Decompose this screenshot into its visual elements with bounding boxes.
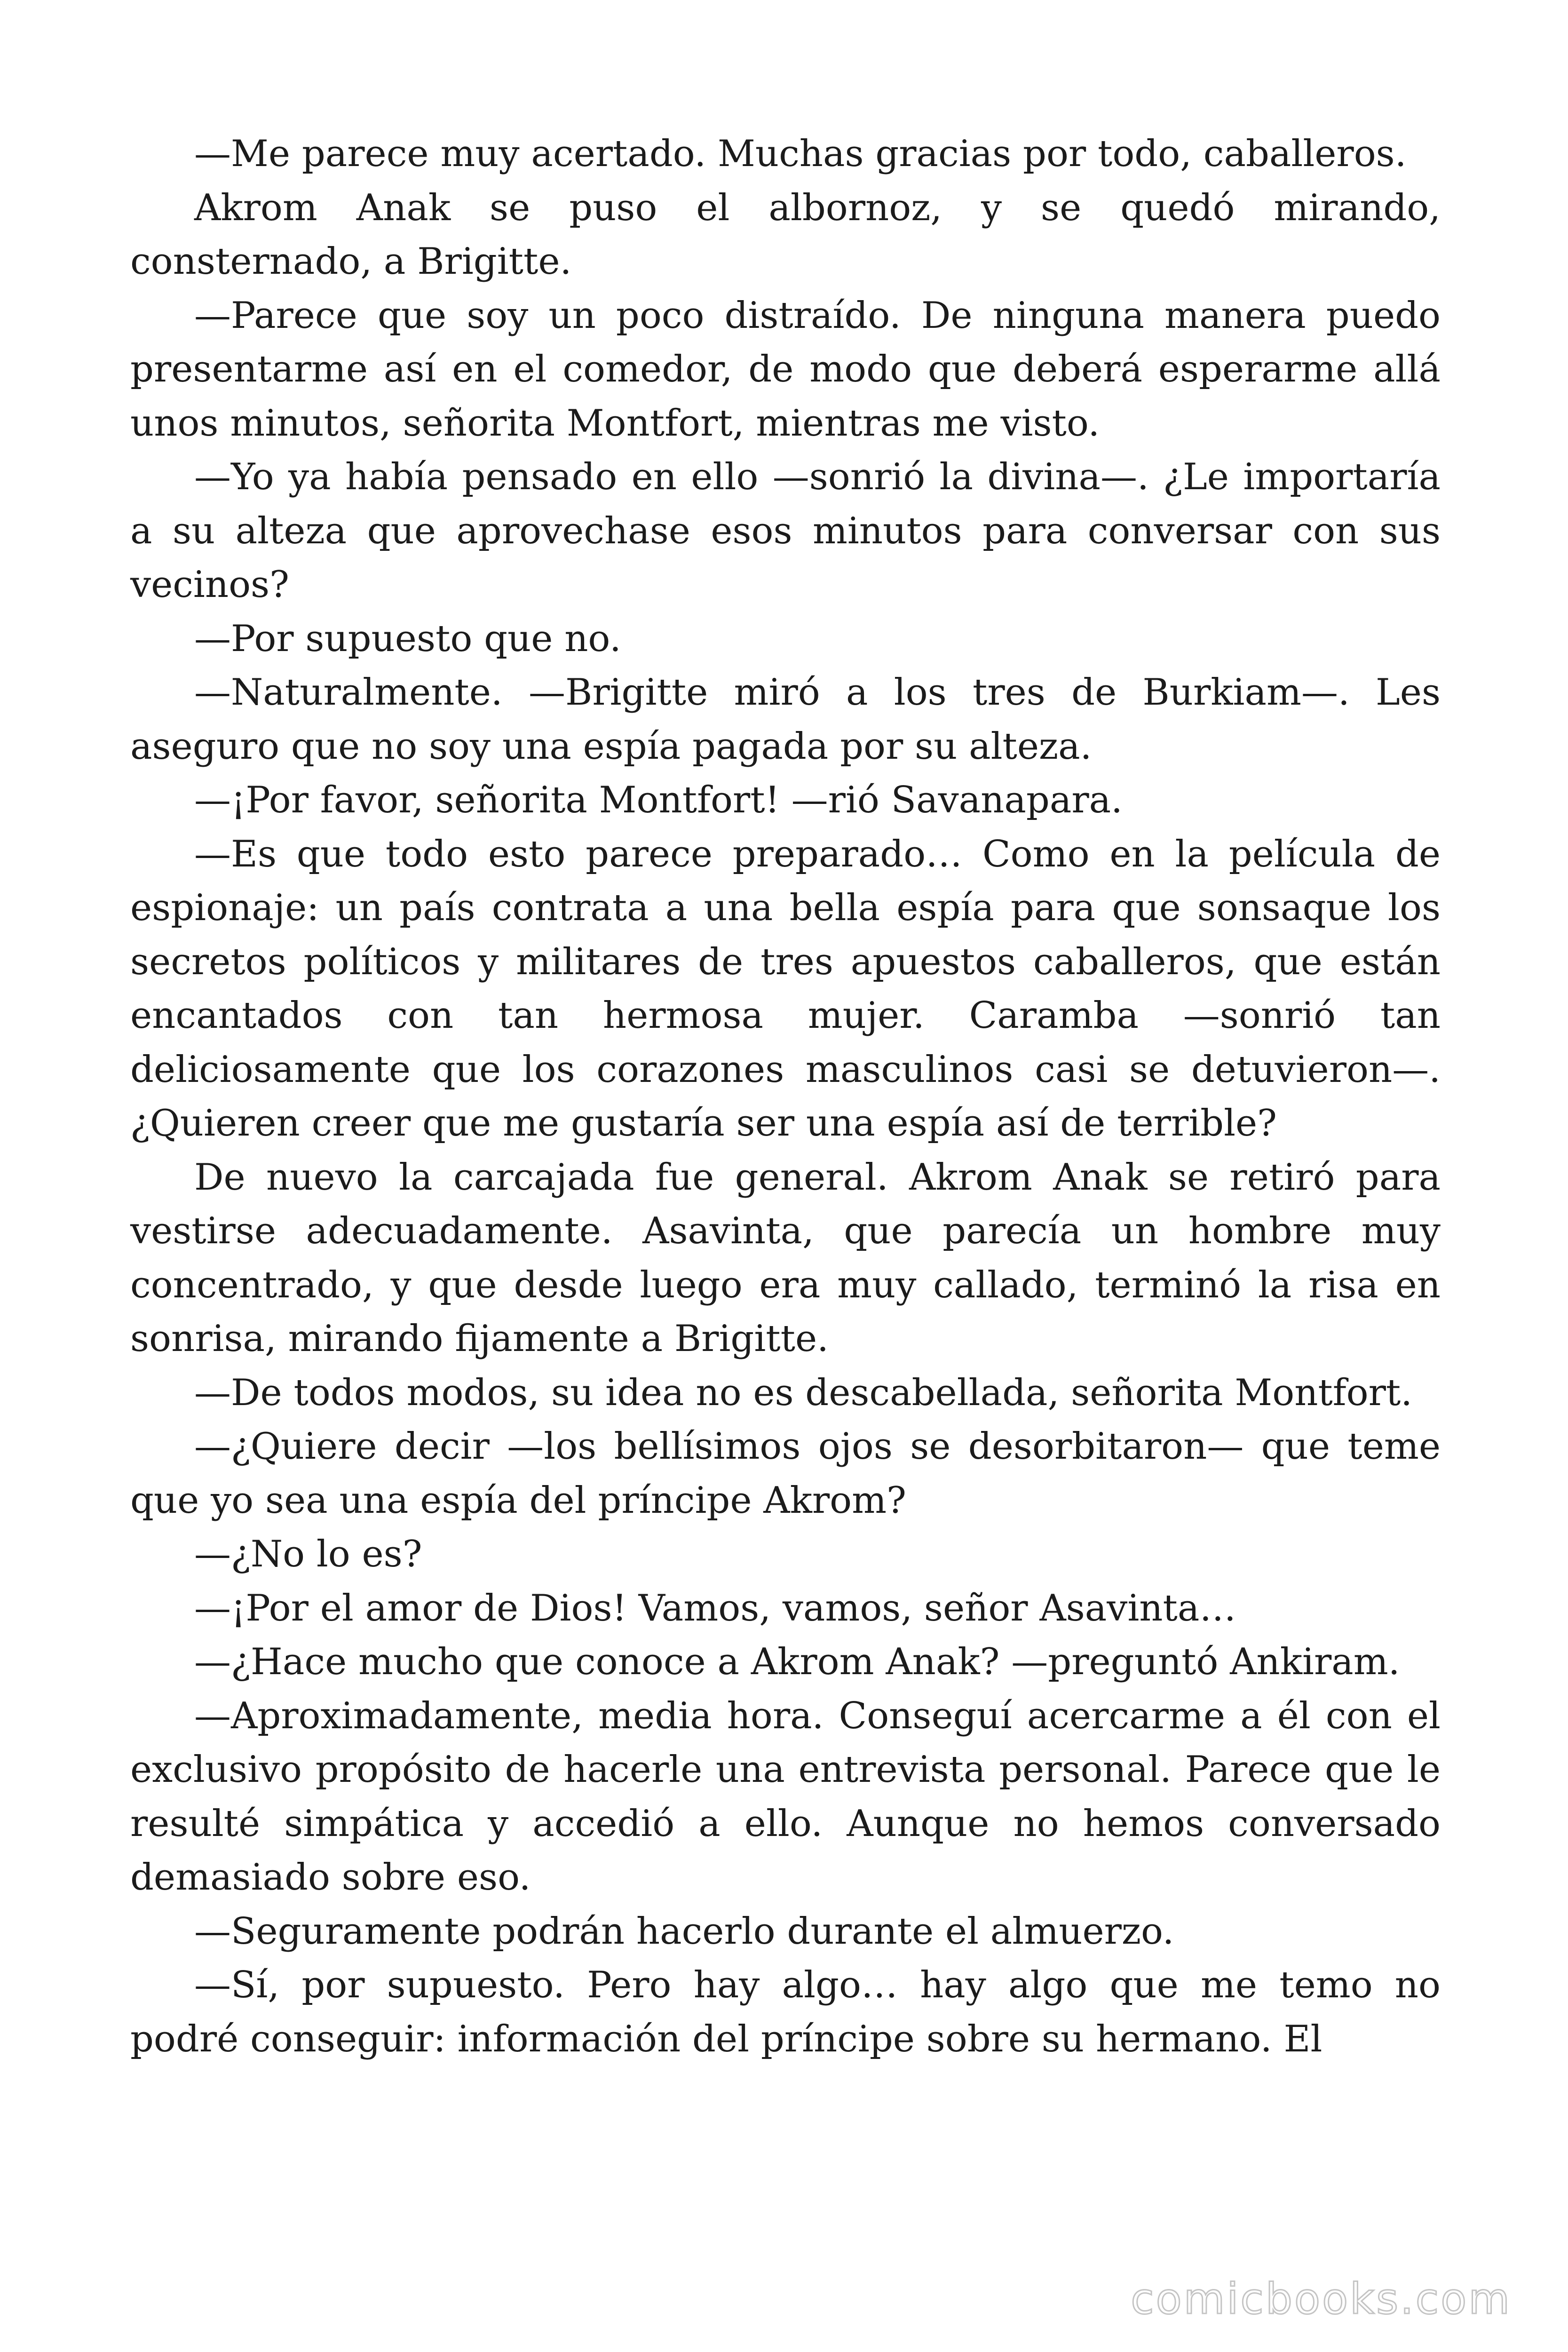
paragraph: —Es que todo esto parece preparado… Como en la película de espionaje: un país contrata a una bella espía para que sonsaque los secretos políticos y militares de tres apuestos caballeros, que están encantados con tan hermosa mujer. Caramba —sonrió tan deliciosamente que los corazones masculinos casi se detuvieron—. ¿Quieren creer que me gustaría ser una espía así de terrible? (130, 833, 1441, 1144)
page-body (130, 127, 1441, 2066)
paragraph: —Por supuesto que no. (194, 617, 621, 660)
paragraph: De nuevo la carcajada fue general. Akrom Anak se retiró para vestirse adecuadamente. Asavinta, que parecía un hombre muy concentrado, y que desde luego era muy callado, terminó la risa en sonrisa, mirando fijamente a Brigitte. (130, 1156, 1441, 1360)
watermark: comicbooks.com (1131, 2274, 1512, 2324)
paragraph: —Yo ya había pensado en ello —sonrió la divina—. ¿Le importaría a su alteza que aprovechase esos minutos para conversar con sus vecinos? (130, 456, 1441, 606)
paragraph: —Aproximadamente, media hora. Conseguí acercarme a él con el exclusivo propósito de hacerle una entrevista personal. Parece que le resulté simpática y accedió a ello. Aunque no hemos conversado demasiado sobre eso. (130, 1694, 1441, 1899)
paragraph: —¡Por favor, señorita Montfort! —rió Savanapara. (194, 779, 1123, 821)
paragraph: —Naturalmente. —Brigitte miró a los tres de Burkiam—. Les aseguro que no soy una espía pagada por su alteza. (130, 671, 1441, 768)
paragraph: —Sí, por supuesto. Pero hay algo… hay algo que me temo no podré conseguir: información del príncipe sobre su hermano. El (130, 1964, 1441, 2060)
paragraph: —¡Por el amor de Dios! Vamos, vamos, señor Asavinta… (194, 1587, 1236, 1629)
paragraph: —¿Hace mucho que conoce a Akrom Anak? —preguntó Ankiram. (194, 1641, 1400, 1683)
paragraph: —¿Quiere decir —los bellísimos ojos se desorbitaron— que teme que yo sea una espía del príncipe Akrom? (130, 1425, 1441, 1522)
paragraph: —Me parece muy acertado. Muchas gracias por todo, caballeros. (194, 133, 1407, 175)
paragraph: Akrom Anak se puso el albornoz, y se quedó mirando, consternado, a Brigitte. (130, 186, 1441, 283)
paragraph: —Parece que soy un poco distraído. De ninguna manera puedo presentarme así en el comedor, de modo que deberá esperarme allá unos minutos, señorita Montfort, mientras me visto. (130, 294, 1441, 445)
paragraph: —De todos modos, su idea no es descabellada, señorita Montfort. (194, 1371, 1413, 1414)
paragraph: —¿No lo es? (194, 1533, 422, 1575)
paragraph: —Seguramente podrán hacerlo durante el almuerzo. (194, 1910, 1174, 1953)
